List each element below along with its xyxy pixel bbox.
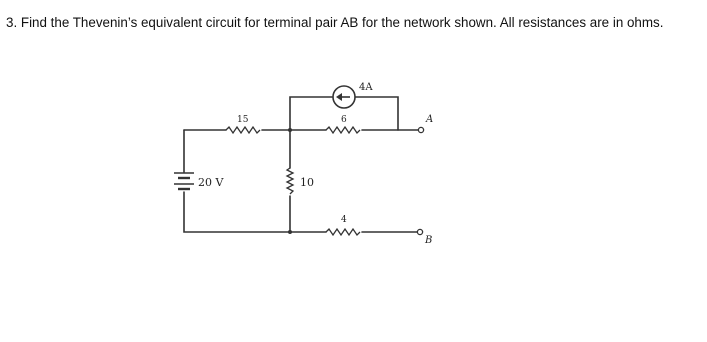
resistor-6-ohm [326,127,360,133]
terminal-a [418,127,423,132]
resistor-15-ohm [226,127,260,133]
current-source-label: 4A [359,82,373,93]
circuit-wires [184,97,419,232]
terminal-b-label: B [425,235,433,246]
resistor-4-ohm [326,229,360,235]
voltage-source-label: 20 V [198,176,224,189]
node-top [288,128,292,132]
node-bottom [288,230,292,234]
resistor-10-label: 10 [300,176,314,189]
resistor-15-label: 15 [237,115,249,125]
terminal-a-label: A [426,114,434,125]
resistor-10-ohm [287,168,293,194]
resistor-4-label: 4 [341,215,347,225]
terminal-b [417,229,422,234]
current-source-4a [333,86,355,108]
voltage-source-20v [174,173,194,189]
resistor-6-label: 6 [341,115,347,125]
question-text: 3. Find the Thevenin’s equivalent circuit for terminal pair AB for the network shown. All resistances are in ohms. [6,15,664,30]
